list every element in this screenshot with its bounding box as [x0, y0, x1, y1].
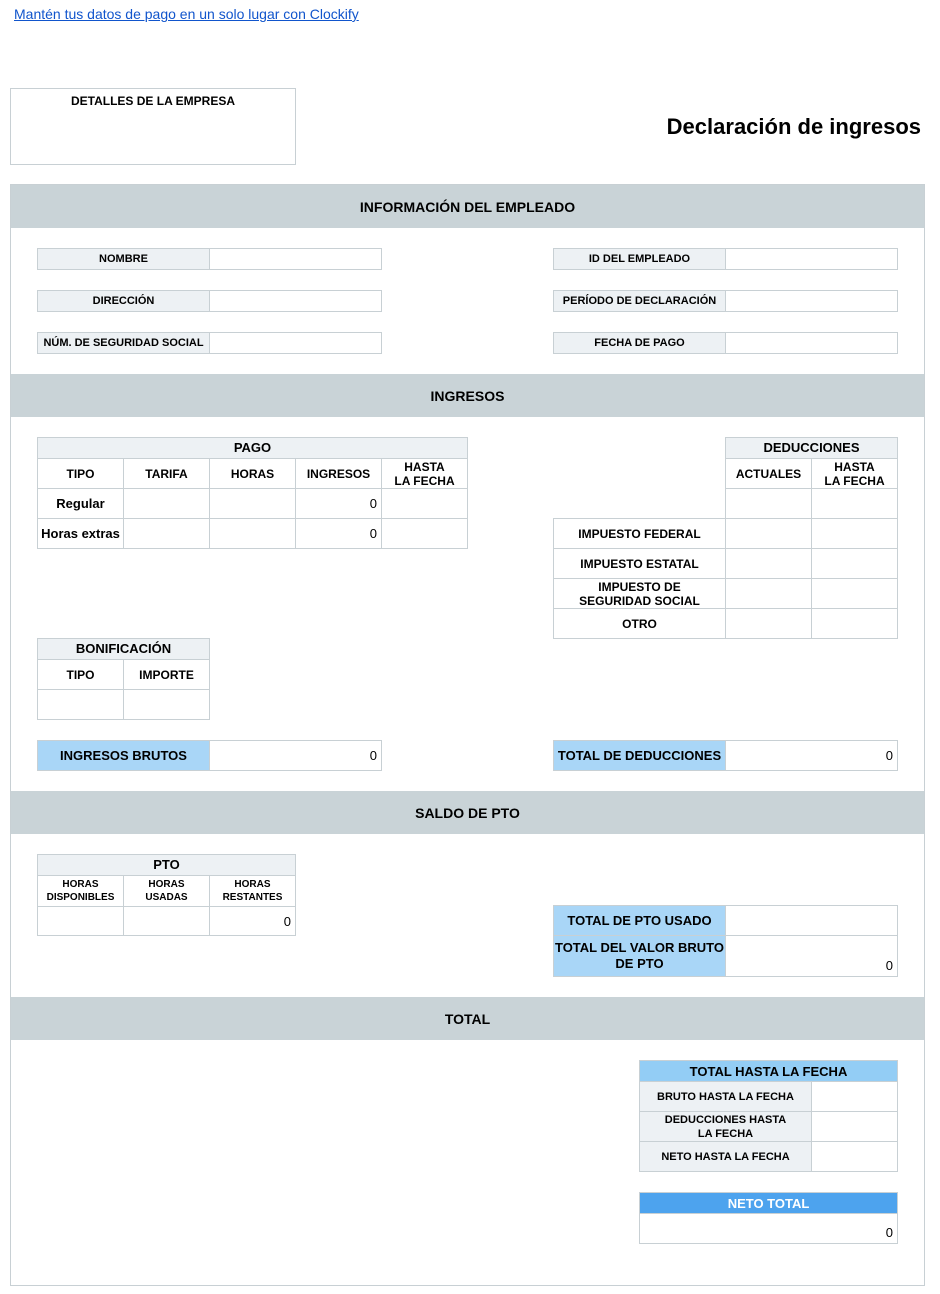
pay-period-field[interactable]	[725, 290, 898, 312]
gross-earnings-label: INGRESOS BRUTOS	[37, 740, 210, 771]
gross-earnings-value[interactable]: 0	[209, 740, 382, 771]
section-pto-balance: SALDO DE PTO	[11, 791, 924, 834]
social-security-tax-label: IMPUESTO DE SEGURIDAD SOCIAL	[553, 578, 726, 609]
deductions-table-header: DEDUCCIONES	[725, 437, 898, 459]
pay-row-hours[interactable]	[209, 488, 296, 519]
pay-row-earnings[interactable]: 0	[295, 488, 382, 519]
pto-used-total-label: TOTAL DE PTO USADO	[553, 905, 726, 936]
ytd-deductions-label: DEDUCCIONES HASTA LA FECHA	[639, 1111, 812, 1142]
pay-col-rate: TARIFA	[123, 458, 210, 489]
pay-row-type: Horas extras	[37, 518, 124, 549]
federal-tax-current[interactable]	[725, 518, 812, 549]
state-tax-current[interactable]	[725, 548, 812, 579]
state-tax-ytd[interactable]	[811, 548, 898, 579]
pay-row-type: Regular	[37, 488, 124, 519]
pay-row-rate[interactable]	[123, 518, 210, 549]
pto-gross-value[interactable]: 0	[725, 935, 898, 977]
address-label: DIRECCIÓN	[37, 290, 210, 312]
net-total-value[interactable]: 0	[639, 1213, 898, 1244]
other-deduction-label: OTRO	[553, 608, 726, 639]
bonus-table-header: BONIFICACIÓN	[37, 638, 210, 660]
ytd-net-label: NETO HASTA LA FECHA	[639, 1141, 812, 1172]
pto-table-header: PTO	[37, 854, 296, 876]
ytd-totals-header: TOTAL HASTA LA FECHA	[639, 1060, 898, 1082]
federal-tax-label: IMPUESTO FEDERAL	[553, 518, 726, 549]
employee-id-label: ID DEL EMPLEADO	[553, 248, 726, 270]
employee-id-field[interactable]	[725, 248, 898, 270]
pay-row-earnings[interactable]: 0	[295, 518, 382, 549]
ssn-field[interactable]	[209, 332, 382, 354]
ytd-deductions-value[interactable]	[811, 1111, 898, 1142]
pto-available-field[interactable]	[37, 906, 124, 936]
page-title: Declaración de ingresos	[666, 114, 921, 139]
total-deductions-value[interactable]: 0	[725, 740, 898, 771]
social-security-tax-current[interactable]	[725, 578, 812, 609]
pay-date-label: FECHA DE PAGO	[553, 332, 726, 354]
ssn-label: NÚM. DE SEGURIDAD SOCIAL	[37, 332, 210, 354]
pto-used-total-value[interactable]	[725, 905, 898, 936]
ytd-gross-value[interactable]	[811, 1081, 898, 1112]
other-deduction-ytd[interactable]	[811, 608, 898, 639]
name-field[interactable]	[209, 248, 382, 270]
federal-tax-ytd[interactable]	[811, 518, 898, 549]
deductions-col-ytd: HASTA LA FECHA	[811, 458, 898, 489]
bonus-col-amount: IMPORTE	[123, 659, 210, 690]
deductions-col-current: ACTUALES	[725, 458, 812, 489]
pay-row-hours[interactable]	[209, 518, 296, 549]
pay-row-ytd[interactable]	[381, 488, 468, 519]
pay-row-ytd[interactable]	[381, 518, 468, 549]
social-security-tax-ytd[interactable]	[811, 578, 898, 609]
section-employee-info: INFORMACIÓN DEL EMPLEADO	[11, 185, 924, 228]
pto-gross-value-label: TOTAL DEL VALOR BRUTO DE PTO	[553, 935, 726, 977]
pay-period-label: PERÍODO DE DECLARACIÓN	[553, 290, 726, 312]
clockify-link[interactable]: Mantén tus datos de pago en un solo lugar con Clockify	[14, 6, 359, 22]
bonus-col-type: TIPO	[37, 659, 124, 690]
pto-col-remaining: HORAS RESTANTES	[209, 875, 296, 907]
pto-used-field[interactable]	[123, 906, 210, 936]
pto-col-used: HORAS USADAS	[123, 875, 210, 907]
section-earnings: INGRESOS	[11, 374, 924, 417]
pay-col-hours: HORAS	[209, 458, 296, 489]
pay-col-earnings: INGRESOS	[295, 458, 382, 489]
bonus-amount-field[interactable]	[123, 689, 210, 720]
pay-col-type: TIPO	[37, 458, 124, 489]
company-details-box[interactable]: DETALLES DE LA EMPRESA	[10, 88, 296, 165]
pay-col-ytd: HASTA LA FECHA	[381, 458, 468, 489]
state-tax-label: IMPUESTO ESTATAL	[553, 548, 726, 579]
net-total-label: NETO TOTAL	[639, 1192, 898, 1214]
bonus-type-field[interactable]	[37, 689, 124, 720]
name-label: NOMBRE	[37, 248, 210, 270]
pay-table-header: PAGO	[37, 437, 468, 459]
ytd-gross-label: BRUTO HASTA LA FECHA	[639, 1081, 812, 1112]
deductions-blank-cell[interactable]	[811, 488, 898, 519]
pto-remaining-field[interactable]: 0	[209, 906, 296, 936]
ytd-net-value[interactable]	[811, 1141, 898, 1172]
other-deduction-current[interactable]	[725, 608, 812, 639]
pay-row-rate[interactable]	[123, 488, 210, 519]
total-deductions-label: TOTAL DE DEDUCCIONES	[553, 740, 726, 771]
pay-date-field[interactable]	[725, 332, 898, 354]
deductions-blank-cell[interactable]	[725, 488, 812, 519]
section-total: TOTAL	[11, 997, 924, 1040]
pto-col-available: HORAS DISPONIBLES	[37, 875, 124, 907]
address-field[interactable]	[209, 290, 382, 312]
